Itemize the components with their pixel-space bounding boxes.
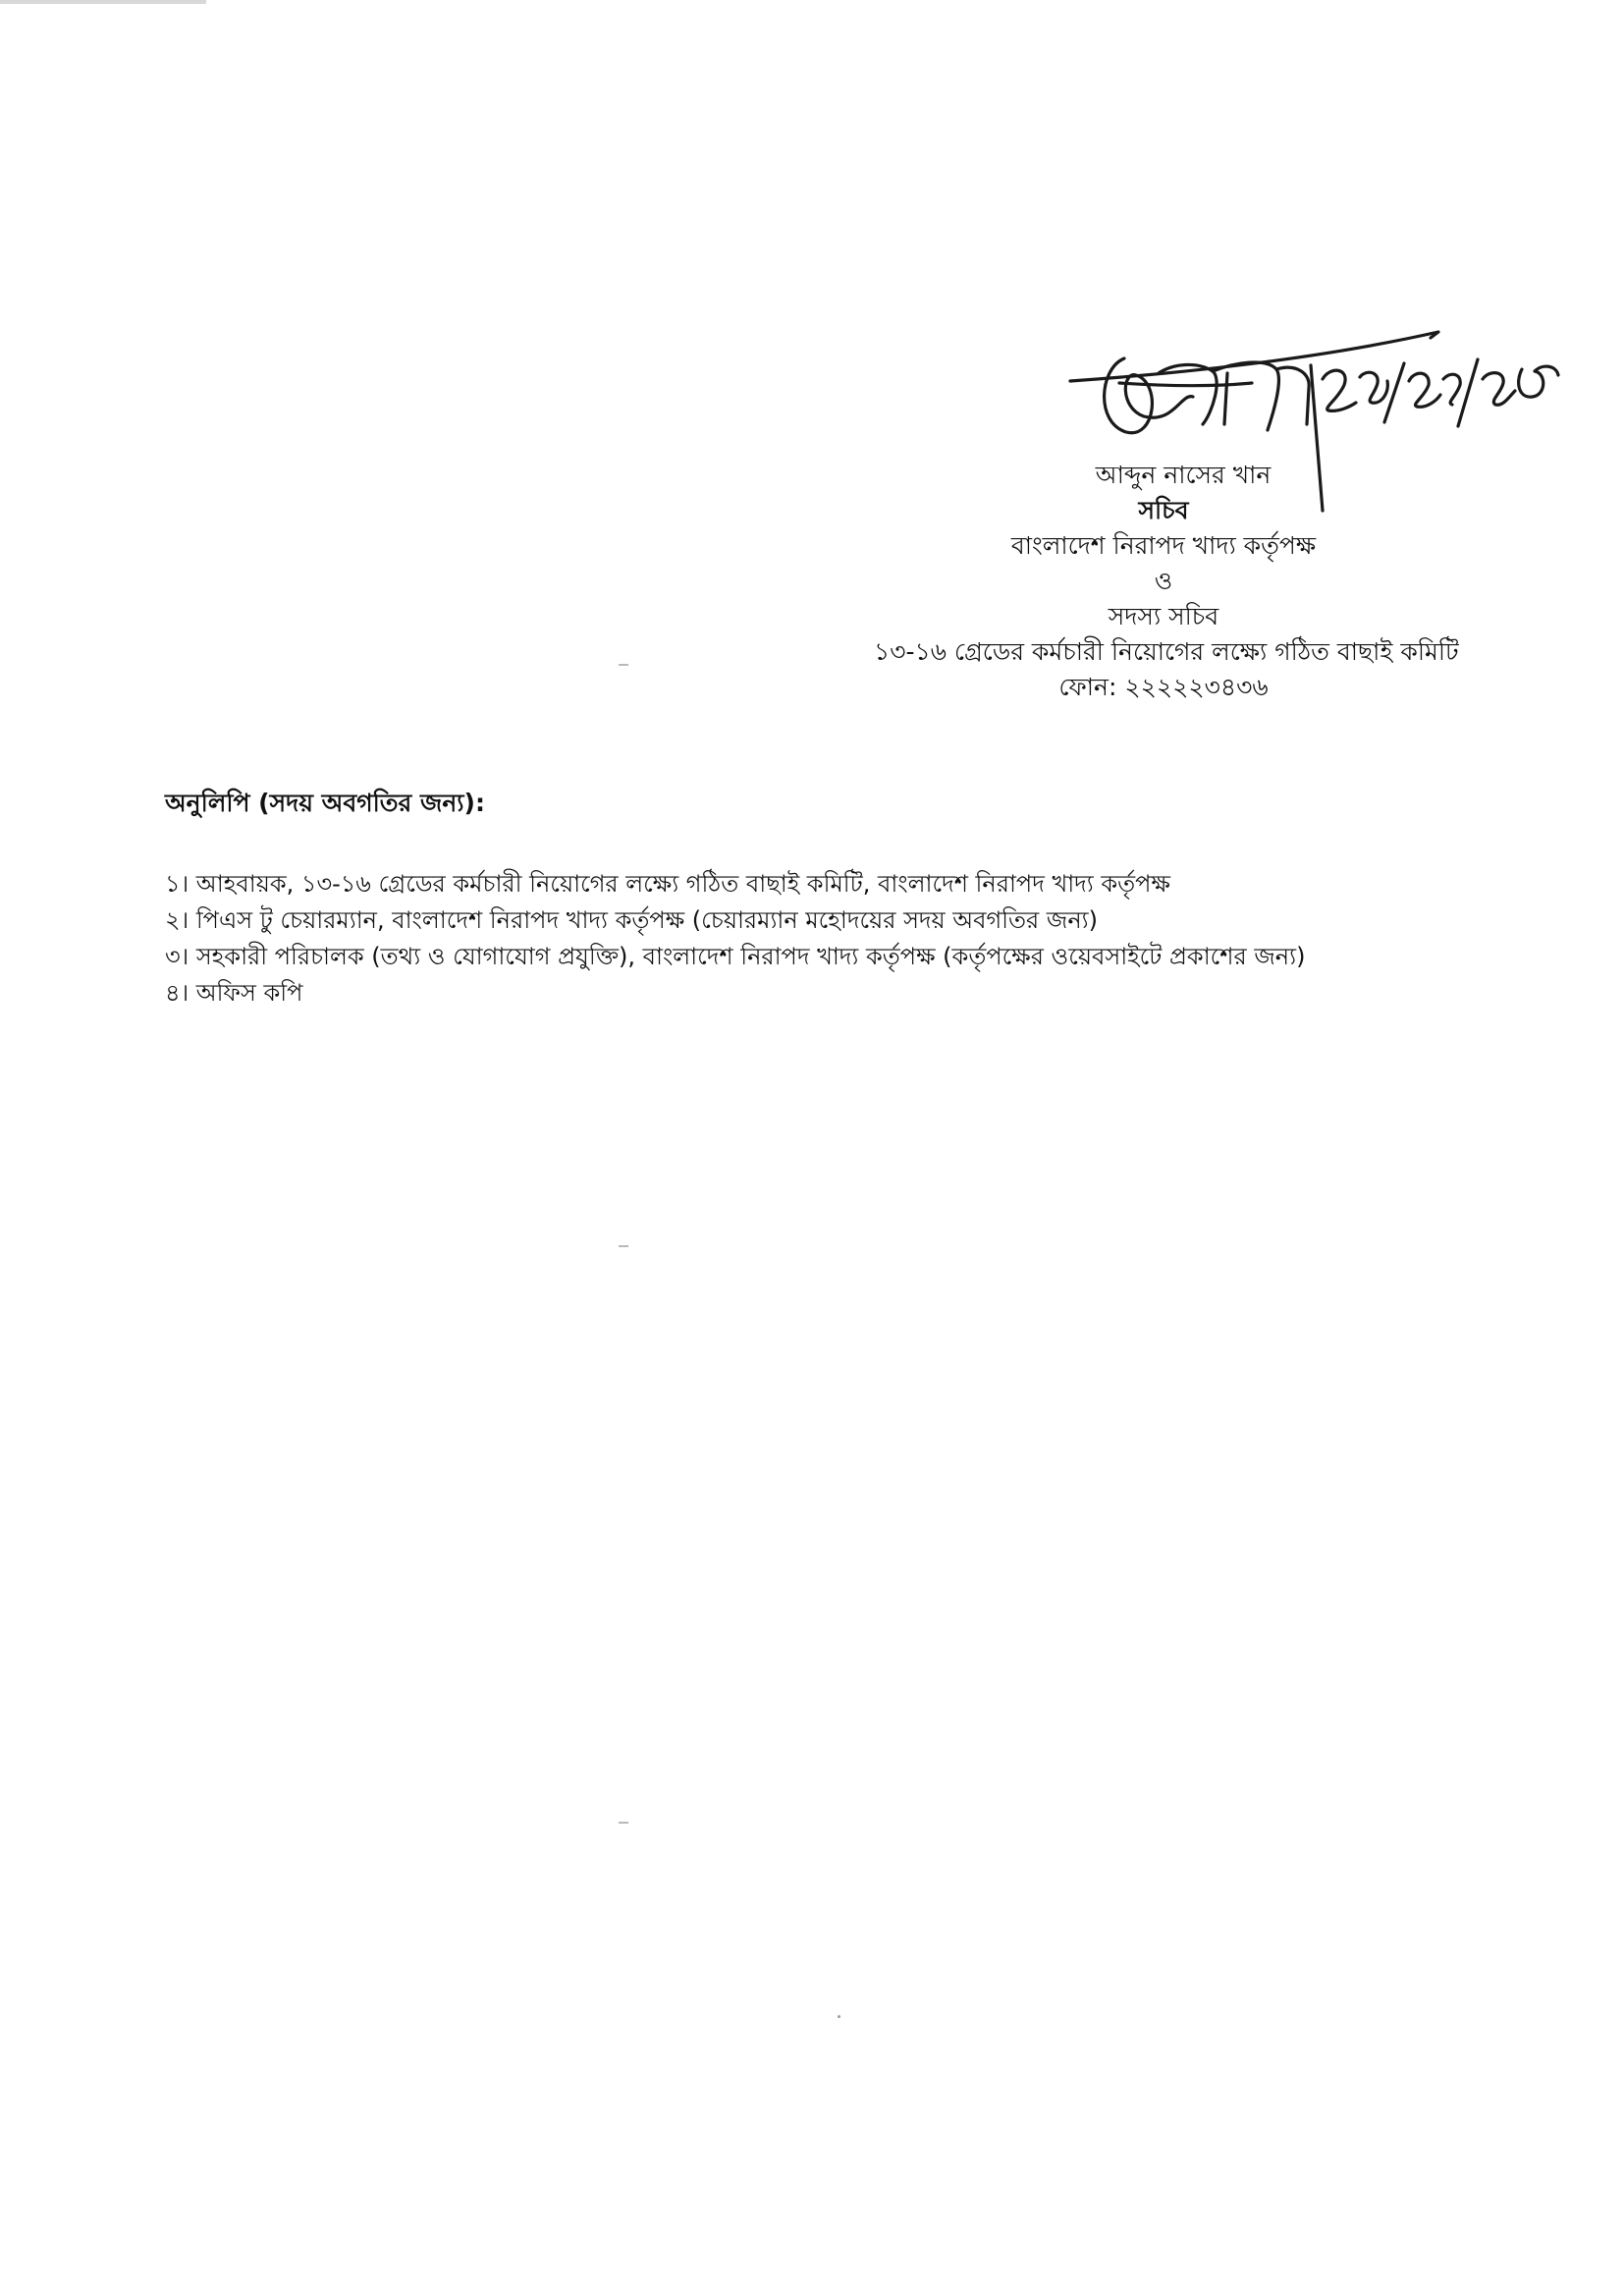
scan-edge-mark [0,0,206,4]
scan-speck [619,664,628,666]
signatory-designation: সচিব [1138,496,1189,524]
signature-block [874,458,1459,705]
scan-speck [619,1822,628,1824]
scan-speck [619,1245,628,1247]
copy-recipient-list [165,866,1589,1011]
copy-recipient-item: ৪। অফিস কপি [165,979,303,1007]
conjunction-text: ও [1154,567,1173,595]
committee-name: ১৩-১৬ গ্রেডের কর্মচারী নিয়োগের লক্ষ্যে গঠিত বাছাই কমিটি [874,637,1459,666]
phone-number: ফোন: ২২২২২৩৪৩৬ [1058,673,1269,701]
copy-recipient-item: ২। পিএস টু চেয়ারম্যান, বাংলাদেশ নিরাপদ খাদ্য কর্তৃপক্ষ (চেয়ারম্যান মহোদয়ের সদয় অবগতির জন্য) [165,906,1099,934]
scan-dot [838,2015,840,2018]
member-secretary-title: সদস্য সচিব [1108,602,1219,630]
copy-heading: অনুলিপি (সদয় অবগতির জন্য): [165,789,485,817]
copy-recipient-item: ৩। সহকারী পরিচালক (তথ্য ও যোগাযোগ প্রযুক্তি), বাংলাদেশ নিরাপদ খাদ্য কর্তৃপক্ষ (কর্তৃপক্ষের ওয়েবসাইটে প্রকাশের জন্য) [165,943,1306,970]
signatory-name: আব্দুন নাসের খান [1095,461,1272,489]
signatory-organization: বাংলাদেশ নিরাপদ খাদ্য কর্তৃপক্ষ [1010,531,1317,560]
copy-recipient-item: ১। আহবায়ক, ১৩-১৬ গ্রেডের কর্মচারী নিয়োগের লক্ষ্যে গঠিত বাছাই কমিটি, বাংলাদেশ নিরাপদ খাদ্য কর্তৃপক্ষ [165,870,1170,898]
